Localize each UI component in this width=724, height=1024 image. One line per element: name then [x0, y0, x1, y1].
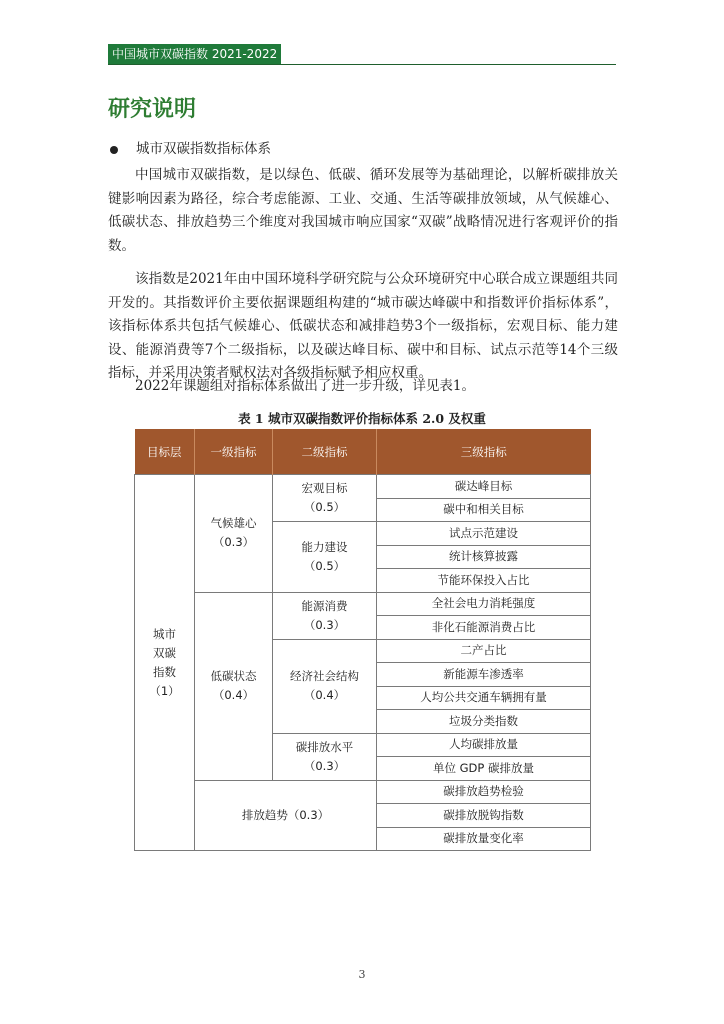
level3-cell: 节能环保投入占比 — [377, 569, 591, 593]
level3-cell: 试点示范建设 — [377, 522, 591, 546]
header-level2: 二级指标 — [273, 429, 377, 475]
table-caption: 表 1 城市双碳指数评价指标体系 2.0 及权重 — [238, 411, 486, 426]
bullet-icon — [110, 146, 118, 154]
level2-cell: 能力建设 （0.5） — [273, 522, 377, 593]
header-rule — [108, 64, 616, 65]
indicator-table — [134, 429, 591, 851]
level3-cell: 碳排放脱钩指数 — [377, 804, 591, 828]
level2-cell: 宏观目标 （0.5） — [273, 475, 377, 522]
table-row — [135, 592, 591, 616]
level2-cell: 经济社会结构 （0.4） — [273, 639, 377, 733]
level3-cell: 全社会电力消耗强度 — [377, 592, 591, 616]
level3-cell: 碳达峰目标 — [377, 475, 591, 499]
table-row — [135, 780, 591, 804]
running-title: 中国城市双碳指数 2021-2022 — [108, 44, 281, 64]
paragraph-origin: 该指数是2021年由中国环境科学研究院与公众环境研究中心联合成立课题组共同开发的。其指数评价主要依据课题组构建的“城市碳达峰碳中和指数评价指标体系”，该指标体系共包括气候雄心、低碳状态和减排趋势3个一级指标，宏观目标、能力建设、能源消费等7个二级指标，以及碳达峰目标、碳中和目标、试点示范等14个三级指标，并采用决策者赋权法对各级指标赋予相应权重。 — [108, 271, 618, 381]
level1-cell: 气候雄心 （0.3） — [195, 475, 273, 593]
level3-cell: 碳中和相关目标 — [377, 498, 591, 522]
level3-cell: 二产占比 — [377, 639, 591, 663]
level3-cell: 人均公共交通车辆拥有量 — [377, 686, 591, 710]
level3-cell: 垃圾分类指数 — [377, 710, 591, 734]
level3-cell: 人均碳排放量 — [377, 733, 591, 757]
level1-cell: 低碳状态 （0.4） — [195, 592, 273, 780]
page-number: 3 — [358, 968, 366, 981]
level3-cell: 碳排放量变化率 — [377, 827, 591, 851]
paragraph-upgrade: 2022年课题组对指标体系做出了进一步升级，详见表1。 — [135, 378, 475, 394]
table-row — [135, 475, 591, 499]
paragraph-intro: 中国城市双碳指数，是以绿色、低碳、循环发展等为基础理论，以解析碳排放关键影响因素为路径，综合考虑能源、工业、交通、生活等碳排放领域，从气候雄心、低碳状态、排放趋势三个维度对我国城市响应国家“双碳”战略情况进行客观评价的指数。 — [108, 167, 618, 254]
level3-cell: 统计核算披露 — [377, 545, 591, 569]
level3-cell: 新能源车渗透率 — [377, 663, 591, 687]
level2-cell: 能源消费 （0.3） — [273, 592, 377, 639]
bullet-text: 城市双碳指数指标体系 — [136, 141, 271, 157]
target-cell: 城市 双碳 指数 （1） — [135, 475, 195, 851]
header-level3: 三级指标 — [377, 429, 591, 475]
header-level1: 一级指标 — [195, 429, 273, 475]
header-target: 目标层 — [135, 429, 195, 475]
bullet-item — [110, 137, 271, 157]
level3-cell: 非化石能源消费占比 — [377, 616, 591, 640]
level3-cell: 单位 GDP 碳排放量 — [377, 757, 591, 781]
level1-cell: 排放趋势（0.3） — [195, 780, 377, 851]
table-header-row — [135, 429, 591, 475]
level3-cell: 碳排放趋势检验 — [377, 780, 591, 804]
level2-cell: 碳排放水平 （0.3） — [273, 733, 377, 780]
section-title: 研究说明 — [108, 97, 197, 122]
